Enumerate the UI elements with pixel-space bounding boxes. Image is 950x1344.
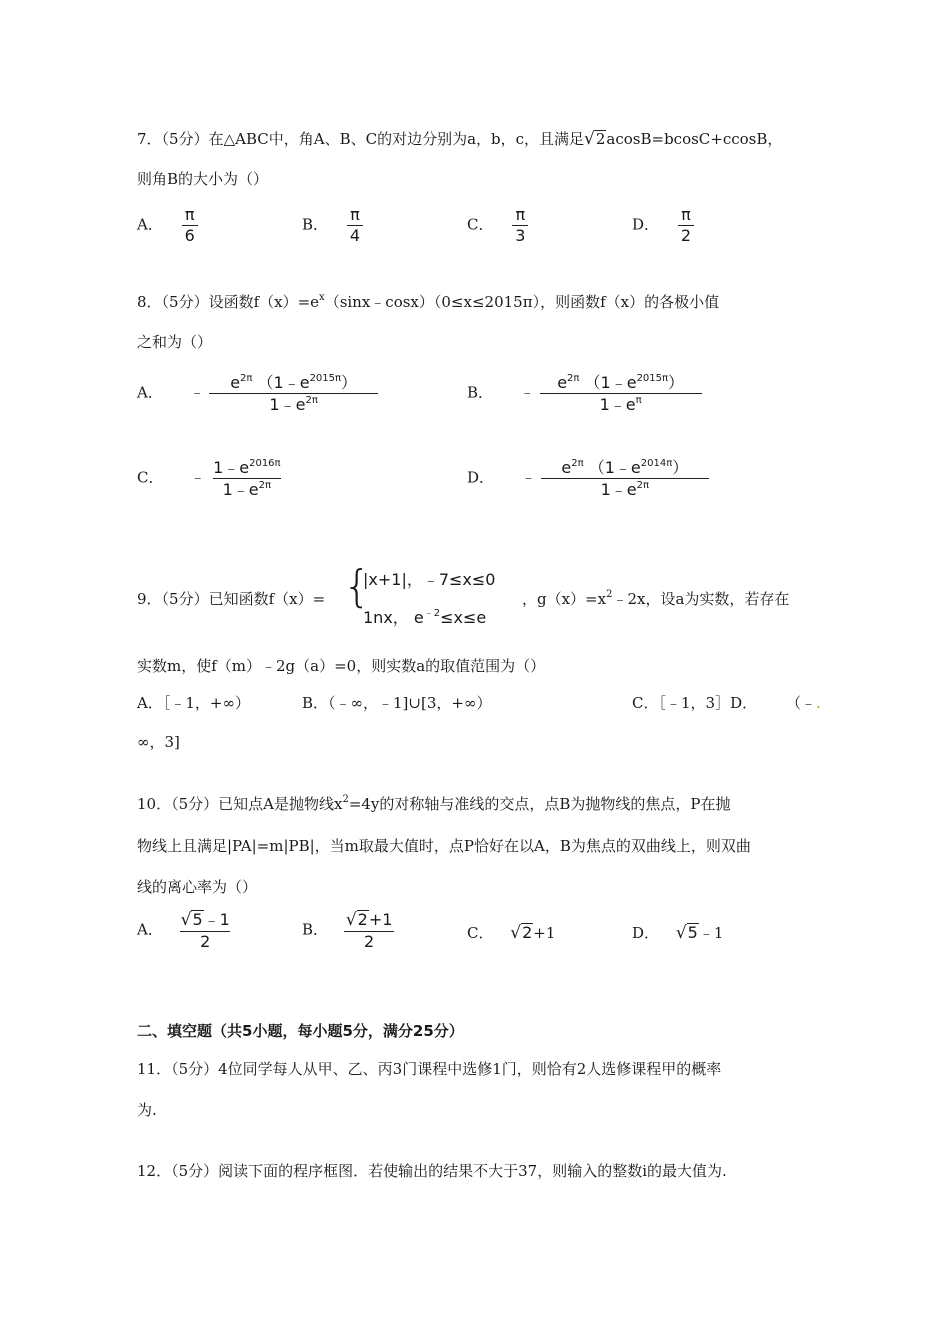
option-label: B． (302, 920, 329, 939)
q9-option-b: B．（﹣∞，﹣1]∪[3，+∞） (302, 694, 492, 712)
fraction (512, 206, 528, 245)
num-part: （1﹣e (584, 373, 637, 392)
numerator (210, 458, 284, 478)
q12-stem-line1: 12．（5分）阅读下面的程序框图．若使输出的结果不大于37，则输入的整数i的最大值为. (137, 1162, 727, 1180)
q9-option-c: C．［﹣1，3］D． (632, 694, 758, 712)
numerator: π (184, 205, 195, 224)
numerator: π (350, 205, 360, 224)
radicand: 2 (522, 923, 533, 942)
option-label: B． (467, 383, 494, 402)
sqrt-symbol: √ (584, 129, 595, 149)
num-part: ﹣1 (203, 910, 230, 929)
denominator: 2 (678, 225, 694, 245)
numerator (554, 373, 687, 393)
fraction (210, 458, 284, 499)
superscript: 2π (240, 373, 253, 384)
numerator (558, 458, 691, 478)
option-tail: ﹣1 (698, 924, 724, 942)
num-part: （1﹣e (257, 373, 310, 392)
q8-stem-line1 (137, 291, 719, 312)
superscript: π (635, 394, 642, 406)
num-part: 1﹣e (213, 458, 250, 477)
q10-option-b (302, 910, 395, 951)
option-label: C． (137, 468, 164, 487)
q9-text: ﹣2x，设a为实数，若存在 (612, 590, 790, 608)
option-label: D． (467, 468, 495, 487)
option-label: B． (302, 215, 329, 234)
option-text: （﹣ (786, 694, 817, 712)
q9-case-1: |x+1|，﹣7≤x≤0 (363, 570, 496, 589)
q10-option-c (467, 922, 555, 943)
num-part: e (230, 373, 241, 392)
case-part: 1nx， e (363, 608, 424, 627)
superscript: 2 (342, 794, 349, 805)
superscript: 2π (636, 479, 650, 491)
superscript: x (319, 292, 325, 303)
sqrt-symbol: √ (180, 910, 192, 930)
q7-option-a (137, 206, 198, 245)
num-part: +1 (368, 910, 393, 929)
superscript: 2014π (640, 458, 673, 469)
num-part: （1﹣e (588, 458, 641, 477)
superscript: 2015π (309, 373, 342, 384)
q8-option-b (467, 373, 702, 414)
q10-stem-line3: 线的离心率为（） (137, 878, 258, 896)
denominator (541, 478, 709, 499)
superscript: 2π (571, 458, 584, 469)
q7-stem-tail: acosB=bcosC+ccosB， (606, 130, 783, 148)
sqrt-symbol: √ (510, 923, 522, 943)
denominator: 2 (344, 931, 394, 951)
den-part: 1﹣e (600, 479, 637, 499)
q10-stem-line2: 物线上且满足|PA|=m|PB|，当m取最大值时，点P恰好在以A，B为焦点的双曲线上，则双曲 (137, 837, 751, 855)
option-label: C． (467, 215, 494, 234)
den-part: 1﹣e (222, 479, 259, 499)
q7-stem-text: 7．（5分）在△ABC中，角A、B、C的对边分别为a，b，c，且满足 (137, 130, 585, 148)
fraction (541, 458, 709, 499)
q7-option-d (632, 206, 694, 245)
q11-stem-line1: 11．（5分）4位同学每人从甲、乙、丙3门课程中选修1门，则恰有2人选修课程甲的概率 (137, 1060, 722, 1078)
fraction (540, 373, 702, 414)
superscript: 2015π (636, 373, 669, 384)
numerator: π (515, 205, 526, 224)
left-brace-icon: { (343, 561, 371, 612)
denominator (213, 478, 281, 499)
superscript: 2π (305, 394, 318, 406)
denominator: 4 (347, 225, 363, 245)
sqrt-symbol: √ (345, 910, 357, 930)
fraction (678, 206, 694, 245)
q10-option-d (632, 922, 723, 943)
fraction (209, 373, 377, 414)
q10-text: =4y的对称轴与准线的交点，点B为抛物线的焦点，P在抛 (348, 795, 731, 813)
q8-option-d (467, 458, 709, 499)
num-part: e (557, 373, 568, 392)
q8-stem-tail: （sinx﹣cosx）（0≤x≤2015π），则函数f（x）的各极小值 (324, 293, 720, 311)
option-tail: +1 (533, 924, 556, 942)
superscript: 2016π (249, 458, 281, 469)
q7-sqrt-radicand: 2 (595, 130, 606, 148)
q10-stem-line1 (137, 793, 731, 814)
option-label: C． (467, 924, 494, 942)
fraction (343, 910, 396, 951)
minus-sign: ﹣ (519, 383, 535, 402)
option-label: A． (137, 920, 163, 939)
superscript: 2 (606, 589, 613, 600)
q7-stem-line1 (137, 128, 782, 149)
q10-text: 10．（5分）已知点A是抛物线x (137, 795, 343, 813)
denominator: 2 (180, 931, 230, 951)
fraction (347, 206, 363, 245)
superscript: 2π (567, 373, 580, 384)
numerator (227, 373, 360, 393)
q9-stem-prefix: 9．（5分）已知函数f（x）= (137, 590, 326, 608)
num-part: ） (672, 458, 689, 477)
fraction (178, 910, 233, 951)
case-part: ≤x≤e (440, 608, 487, 627)
q9-text: ，g（x）=x (522, 590, 607, 608)
option-label: A． (137, 383, 163, 402)
section-heading: 二、填空题（共5小题，每小题5分，满分25分） (137, 1022, 464, 1040)
num-part: ） (668, 373, 685, 392)
q9-case-2 (363, 604, 486, 628)
denominator: 3 (512, 225, 528, 245)
den-part: 1﹣e (599, 394, 636, 414)
numerator (343, 910, 396, 931)
q9-stem-line2: 实数m，使f（m）﹣2g（a）=0，则实数a的取值范围为（） (137, 657, 546, 675)
option-label: D． (632, 215, 660, 234)
q8-option-c (137, 458, 284, 499)
q10-option-a (137, 910, 233, 951)
q11-stem-line2: 为. (137, 1101, 157, 1119)
q8-option-a (137, 373, 378, 414)
denominator (209, 393, 377, 414)
minus-sign: ﹣ (520, 468, 536, 487)
num-part: e (561, 458, 572, 477)
minus-sign: ﹣ (189, 383, 205, 402)
numerator (178, 910, 233, 931)
q9-stem-tail (522, 588, 789, 609)
q9-option-a: A．［﹣1，+∞） (137, 694, 250, 712)
sqrt-symbol: √ (675, 923, 687, 943)
superscript: 2π (258, 479, 272, 491)
radicand: 5 (192, 910, 203, 929)
superscript: ﹣2 (423, 608, 441, 619)
q7-option-c (467, 206, 528, 245)
fraction (182, 206, 198, 245)
option-label: A． (137, 215, 163, 234)
num-part: ） (341, 373, 358, 392)
q9-option-d (786, 692, 821, 713)
dot-mark: . (816, 694, 821, 712)
q7-stem-line2: 则角B的大小为（） (137, 170, 269, 188)
q9-option-d-cont: ∞，3] (137, 733, 180, 751)
den-part: 1﹣e (269, 394, 306, 414)
q8-stem-text: 8．（5分）设函数f（x）=e (137, 293, 320, 311)
minus-sign: ﹣ (190, 468, 206, 487)
q8-stem-line2: 之和为（） (137, 333, 213, 351)
denominator (540, 393, 702, 414)
radicand: 2 (357, 910, 368, 929)
numerator: π (681, 205, 691, 224)
denominator: 6 (182, 225, 198, 245)
radicand: 5 (687, 923, 698, 942)
option-label: D． (632, 924, 660, 942)
q7-option-b (302, 206, 363, 245)
